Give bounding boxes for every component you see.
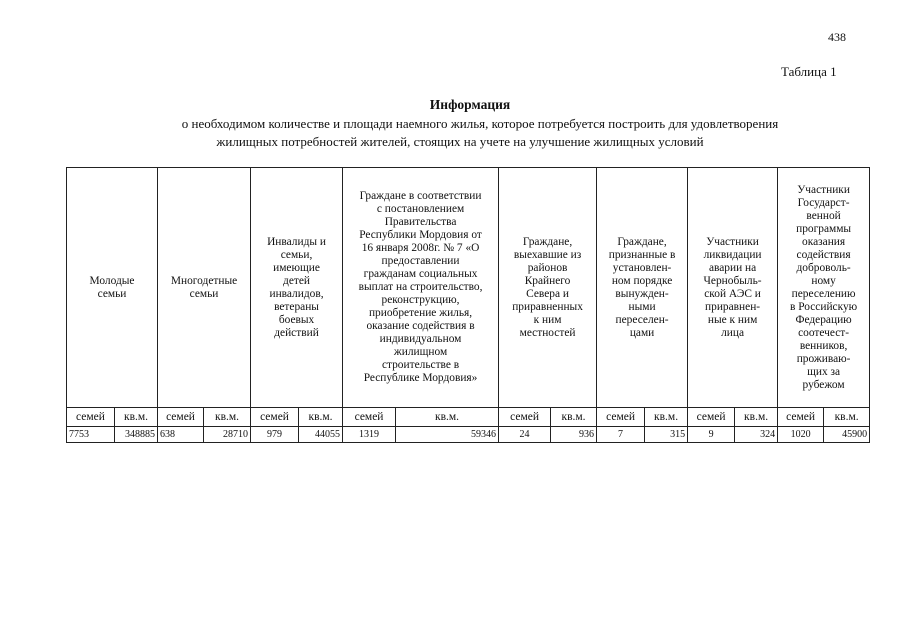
families-value-cell: 9 (688, 427, 735, 443)
families-value-cell: 7753 (67, 427, 115, 443)
unit-families-cell: семей (499, 408, 551, 427)
unit-area-cell: кв.м. (396, 408, 499, 427)
unit-families-cell: семей (67, 408, 115, 427)
table-label: Таблица 1 (781, 64, 837, 79)
header-young-families: Молодые семьи (67, 168, 158, 408)
unit-families-cell: семей (778, 408, 824, 427)
header-disabled-veterans: Инвалиды и семьи, имеющие детей инвалидов, ветераны боевых действий (251, 168, 343, 408)
families-value-cell: 638 (158, 427, 204, 443)
page-number: 438 (828, 30, 846, 44)
document-title: Информация (429, 97, 511, 112)
header-far-north: Граждане, выехавшие из районов Крайнего Севера и приравненных к ним местностей (499, 168, 597, 408)
document-subtitle-line-2: жилищных потребностей жителей, стоящих на учете на улучшение жилищных условий (216, 134, 704, 149)
unit-families-cell: семей (597, 408, 645, 427)
header-social-payments: Граждане в соответствии с постановлением Правительства Республики Мордовия от 16 января 2008г. № 7 «О предоставлении гражданам социальных выплат на строительство, реконструкцию, приобретение жилья, оказание содействия в индивидуальном жилищном строительстве в Республике Мордовия» (343, 168, 499, 408)
area-value-cell: 28710 (204, 427, 251, 443)
families-value-cell: 7 (597, 427, 645, 443)
unit-area-cell: кв.м. (735, 408, 778, 427)
header-forced-migrants: Граждане, признанные в установлен- ном порядке вынужден- ными переселен- цами (597, 168, 688, 408)
unit-area-cell: кв.м. (824, 408, 870, 427)
unit-area-cell: кв.м. (115, 408, 158, 427)
header-large-families: Многодетные семьи (158, 168, 251, 408)
families-value-cell: 1020 (778, 427, 824, 443)
area-value-cell: 45900 (824, 427, 870, 443)
families-value-cell: 979 (251, 427, 299, 443)
area-value-cell: 59346 (396, 427, 499, 443)
unit-families-cell: семей (158, 408, 204, 427)
area-value-cell: 324 (735, 427, 778, 443)
value-row (67, 427, 870, 443)
families-value-cell: 24 (499, 427, 551, 443)
area-value-cell: 44055 (299, 427, 343, 443)
unit-area-cell: кв.м. (551, 408, 597, 427)
unit-families-cell: семей (688, 408, 735, 427)
header-row (67, 168, 870, 408)
unit-families-cell: семей (343, 408, 396, 427)
families-value-cell: 1319 (343, 427, 396, 443)
unit-area-cell: кв.м. (299, 408, 343, 427)
header-chernobyl: Участники ликвидации аварии на Чернобыль- ской АЭС и приравнен- ные к ним лица (688, 168, 778, 408)
area-value-cell: 348885 (115, 427, 158, 443)
area-value-cell: 315 (645, 427, 688, 443)
unit-area-cell: кв.м. (204, 408, 251, 427)
unit-area-cell: кв.м. (645, 408, 688, 427)
unit-families-cell: семей (251, 408, 299, 427)
area-value-cell: 936 (551, 427, 597, 443)
document-subtitle-line-1: о необходимом количестве и площади наемного жилья, которое потребуется построить для удовлетворения (181, 116, 779, 131)
housing-needs-table (66, 167, 870, 443)
header-compatriots: Участники Государст- венной программы оказания содействия доброволь- ному переселению в Российскую Федерацию соотечест- венников, проживаю- щих за рубежом (778, 168, 870, 408)
unit-row (67, 408, 870, 427)
